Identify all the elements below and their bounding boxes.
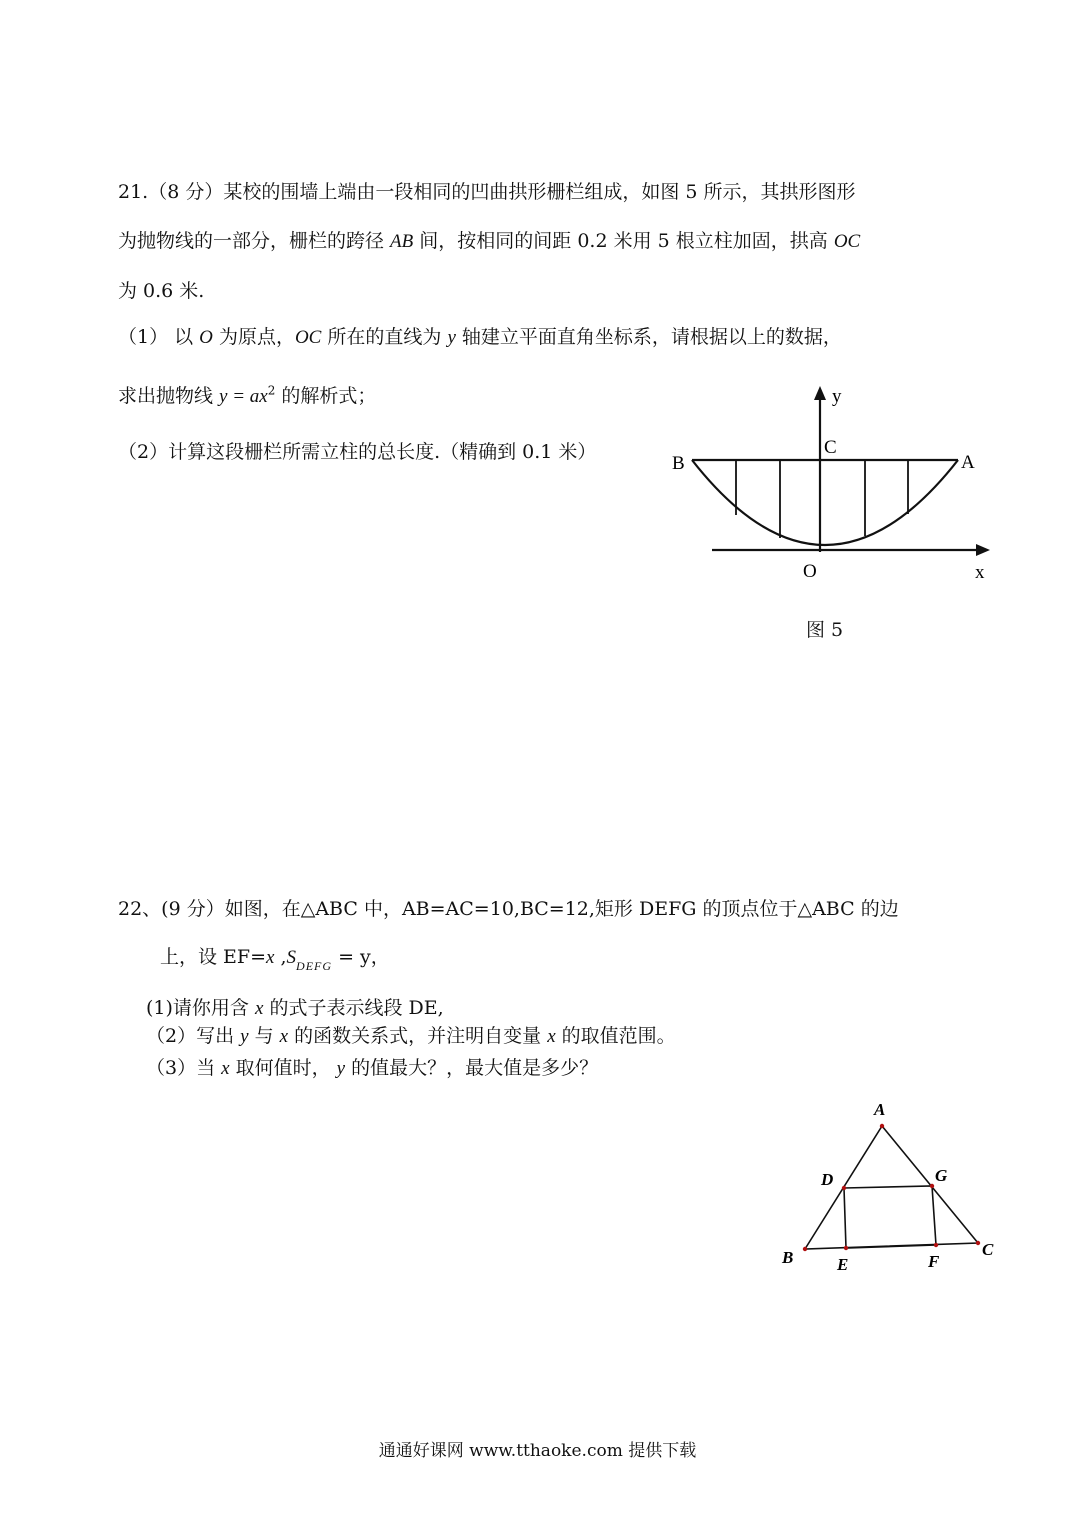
q21-line1: 21.（8 分）某校的围墙上端由一段相同的凹曲拱形栅栏组成，如图 5 所示，其拱形图形 — [118, 181, 856, 203]
label-tri-c: C — [982, 1240, 994, 1259]
page-footer: 通通好课网 www.tthaoke.com 提供下载 — [378, 1441, 697, 1461]
label-c: C — [824, 437, 837, 458]
label-tri-f: F — [928, 1252, 940, 1271]
rectangle-defg — [844, 1186, 936, 1248]
label-tri-g: G — [935, 1166, 948, 1185]
q22-line2: 上，设 EF=x $,S_{DEFG} = y$， — [160, 946, 390, 973]
label-tri-b: B — [782, 1248, 794, 1267]
label-tri-a: A — [874, 1100, 886, 1119]
figure-5-caption: 图 5 — [806, 619, 844, 641]
q22-part1: (1)请你用含 x 的式子表示线段 DE, — [146, 997, 444, 1019]
q21-part1: （1） 以 O 为原点，OC 所在的直线为 y 轴建立平面直角坐标系，请根据以上的数据， — [118, 326, 842, 348]
q21-line3: 为 0.6 米. — [118, 280, 205, 302]
q21-part2: （2）计算这段栅栏所需立柱的总长度.（精确到 0.1 米） — [118, 441, 597, 463]
vertex-c-dot — [976, 1241, 980, 1245]
label-x: x — [975, 562, 985, 583]
y-axis-arrow-icon — [814, 386, 826, 400]
x-axis-arrow-icon — [976, 544, 990, 556]
vertex-b-dot — [803, 1247, 807, 1251]
vertex-a-dot — [880, 1124, 884, 1128]
q21-line2: 为抛物线的一部分，栅栏的跨径 AB 间，按相同的间距 0.2 米用 5 根立柱加固，拱高 OC — [118, 230, 861, 252]
figure-5-parabola-fence — [660, 380, 1000, 600]
label-tri-e: E — [837, 1255, 849, 1274]
label-tri-d: D — [821, 1170, 834, 1189]
label-y: y — [832, 386, 842, 407]
q21-part1-cont: 求出抛物线 $y = ax^2$ 的解析式； — [118, 383, 377, 407]
label-a: A — [961, 452, 975, 473]
label-b: B — [672, 453, 685, 474]
q22-part2: （2）写出 y 与 x 的函数关系式，并注明自变量 x 的取值范围。 — [146, 1025, 676, 1047]
vertex-f-dot — [934, 1243, 938, 1247]
vertex-d-dot — [842, 1186, 846, 1190]
q22-part3: （3）当 x 取何值时， y 的值最大？，最大值是多少？ — [146, 1057, 599, 1079]
parabola-arc — [692, 460, 958, 545]
vertex-g-dot — [930, 1184, 934, 1188]
q22-line1: 22、(9 分）如图，在△ABC 中，AB=AC=10,BC=12,矩形 DEFG 的顶点位于△ABC 的边 — [118, 898, 899, 920]
label-o: O — [803, 561, 817, 582]
triangle-rectangle-figure — [770, 1095, 1010, 1280]
vertex-e-dot — [844, 1246, 848, 1250]
